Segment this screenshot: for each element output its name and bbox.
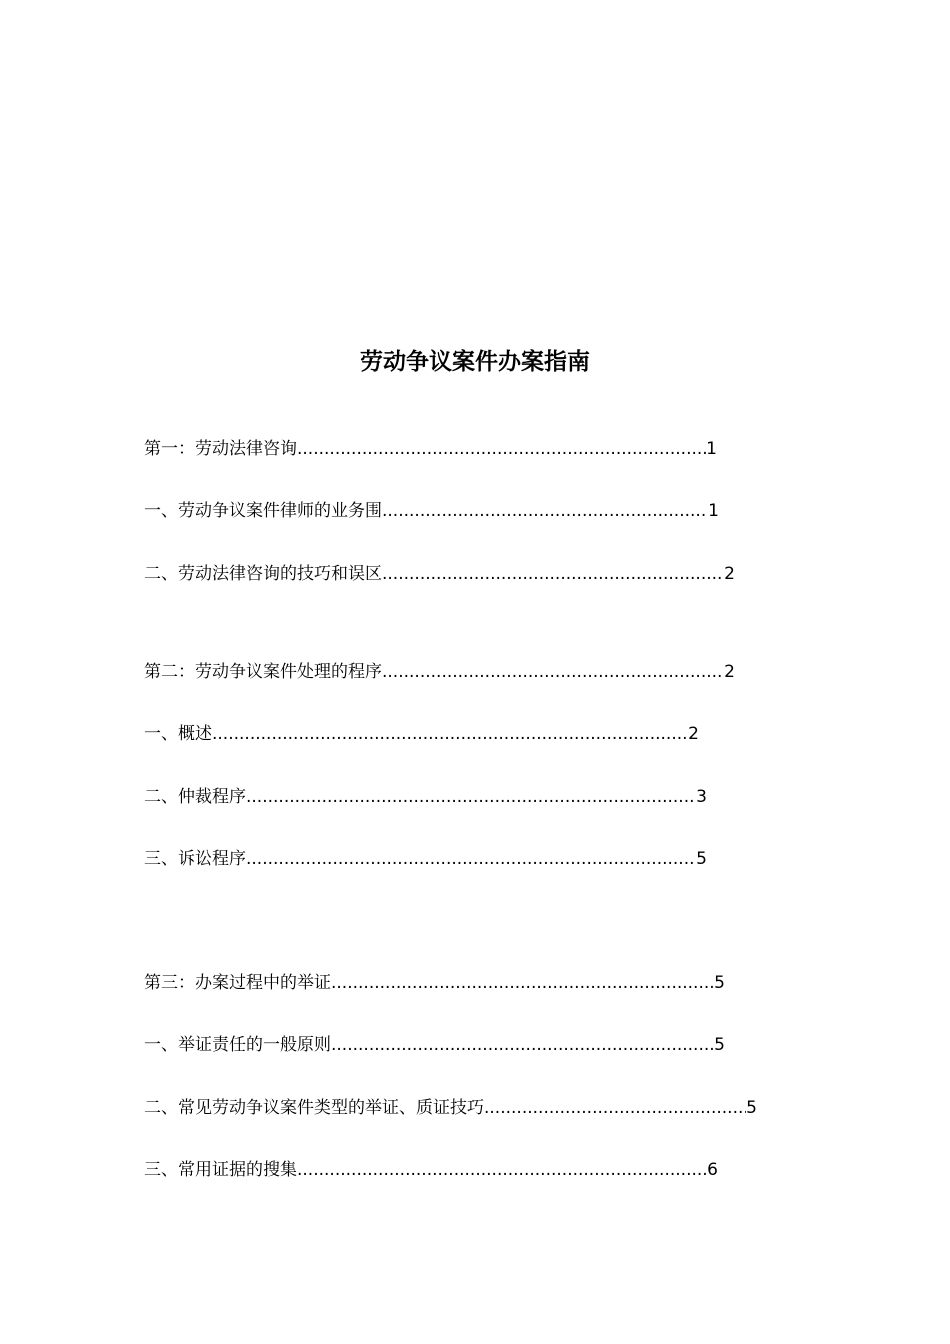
toc-leader-dots	[246, 784, 696, 810]
toc-entry-page: 3	[696, 787, 707, 807]
toc-entry-section[interactable]	[144, 1032, 725, 1058]
toc-leader-dots	[382, 561, 724, 587]
toc-entry-section[interactable]	[144, 1095, 757, 1121]
toc-entry-label: 一、举证责任的一般原则	[144, 1035, 331, 1055]
toc-entry-section[interactable]	[144, 498, 719, 524]
toc-entry-page: 5	[746, 1098, 757, 1118]
toc-entry-page: 5	[714, 1035, 725, 1055]
toc-entry-page: 1	[708, 501, 719, 521]
toc-entry-page: 6	[707, 1160, 718, 1180]
toc-entry-label: 二、常见劳动争议案件类型的举证、质证技巧	[144, 1098, 484, 1118]
toc-entry-chapter-3[interactable]	[144, 970, 725, 996]
toc-entry-label: 二、仲裁程序	[144, 787, 246, 807]
toc-entry-label: 二、劳动法律咨询的技巧和误区	[144, 564, 382, 584]
toc-entry-section[interactable]	[144, 1157, 718, 1183]
toc-leader-dots	[212, 721, 688, 747]
toc-entry-label: 第一：劳动法律咨询	[144, 439, 297, 459]
toc-entry-page: 5	[696, 849, 707, 869]
toc-leader-dots	[382, 659, 724, 685]
toc-leader-dots	[297, 436, 706, 462]
toc-leader-dots	[297, 1157, 707, 1183]
toc-entry-label: 一、概述	[144, 724, 212, 744]
toc-entry-section[interactable]	[144, 784, 707, 810]
document-title: 劳动争议案件办案指南	[360, 349, 590, 375]
toc-leader-dots	[331, 970, 714, 996]
toc-entry-page: 2	[724, 564, 735, 584]
toc-entry-label: 三、常用证据的搜集	[144, 1160, 297, 1180]
toc-entry-section[interactable]	[144, 721, 699, 747]
toc-entry-label: 第二：劳动争议案件处理的程序	[144, 662, 382, 682]
toc-entry-label: 三、诉讼程序	[144, 849, 246, 869]
toc-entry-label: 一、劳动争议案件律师的业务围	[144, 501, 382, 521]
toc-leader-dots	[246, 846, 696, 872]
toc-entry-label: 第三：办案过程中的举证	[144, 973, 331, 993]
toc-leader-dots	[382, 498, 708, 524]
toc-entry-page: 1	[706, 439, 717, 459]
toc-entry-page: 2	[724, 662, 735, 682]
toc-entry-section[interactable]	[144, 561, 735, 587]
toc-leader-dots	[484, 1095, 746, 1121]
toc-entry-page: 5	[714, 973, 725, 993]
toc-entry-chapter-1[interactable]	[144, 436, 717, 462]
toc-entry-section[interactable]	[144, 846, 707, 872]
toc-entry-chapter-2[interactable]	[144, 659, 735, 685]
toc-entry-page: 2	[688, 724, 699, 744]
toc-leader-dots	[331, 1032, 714, 1058]
